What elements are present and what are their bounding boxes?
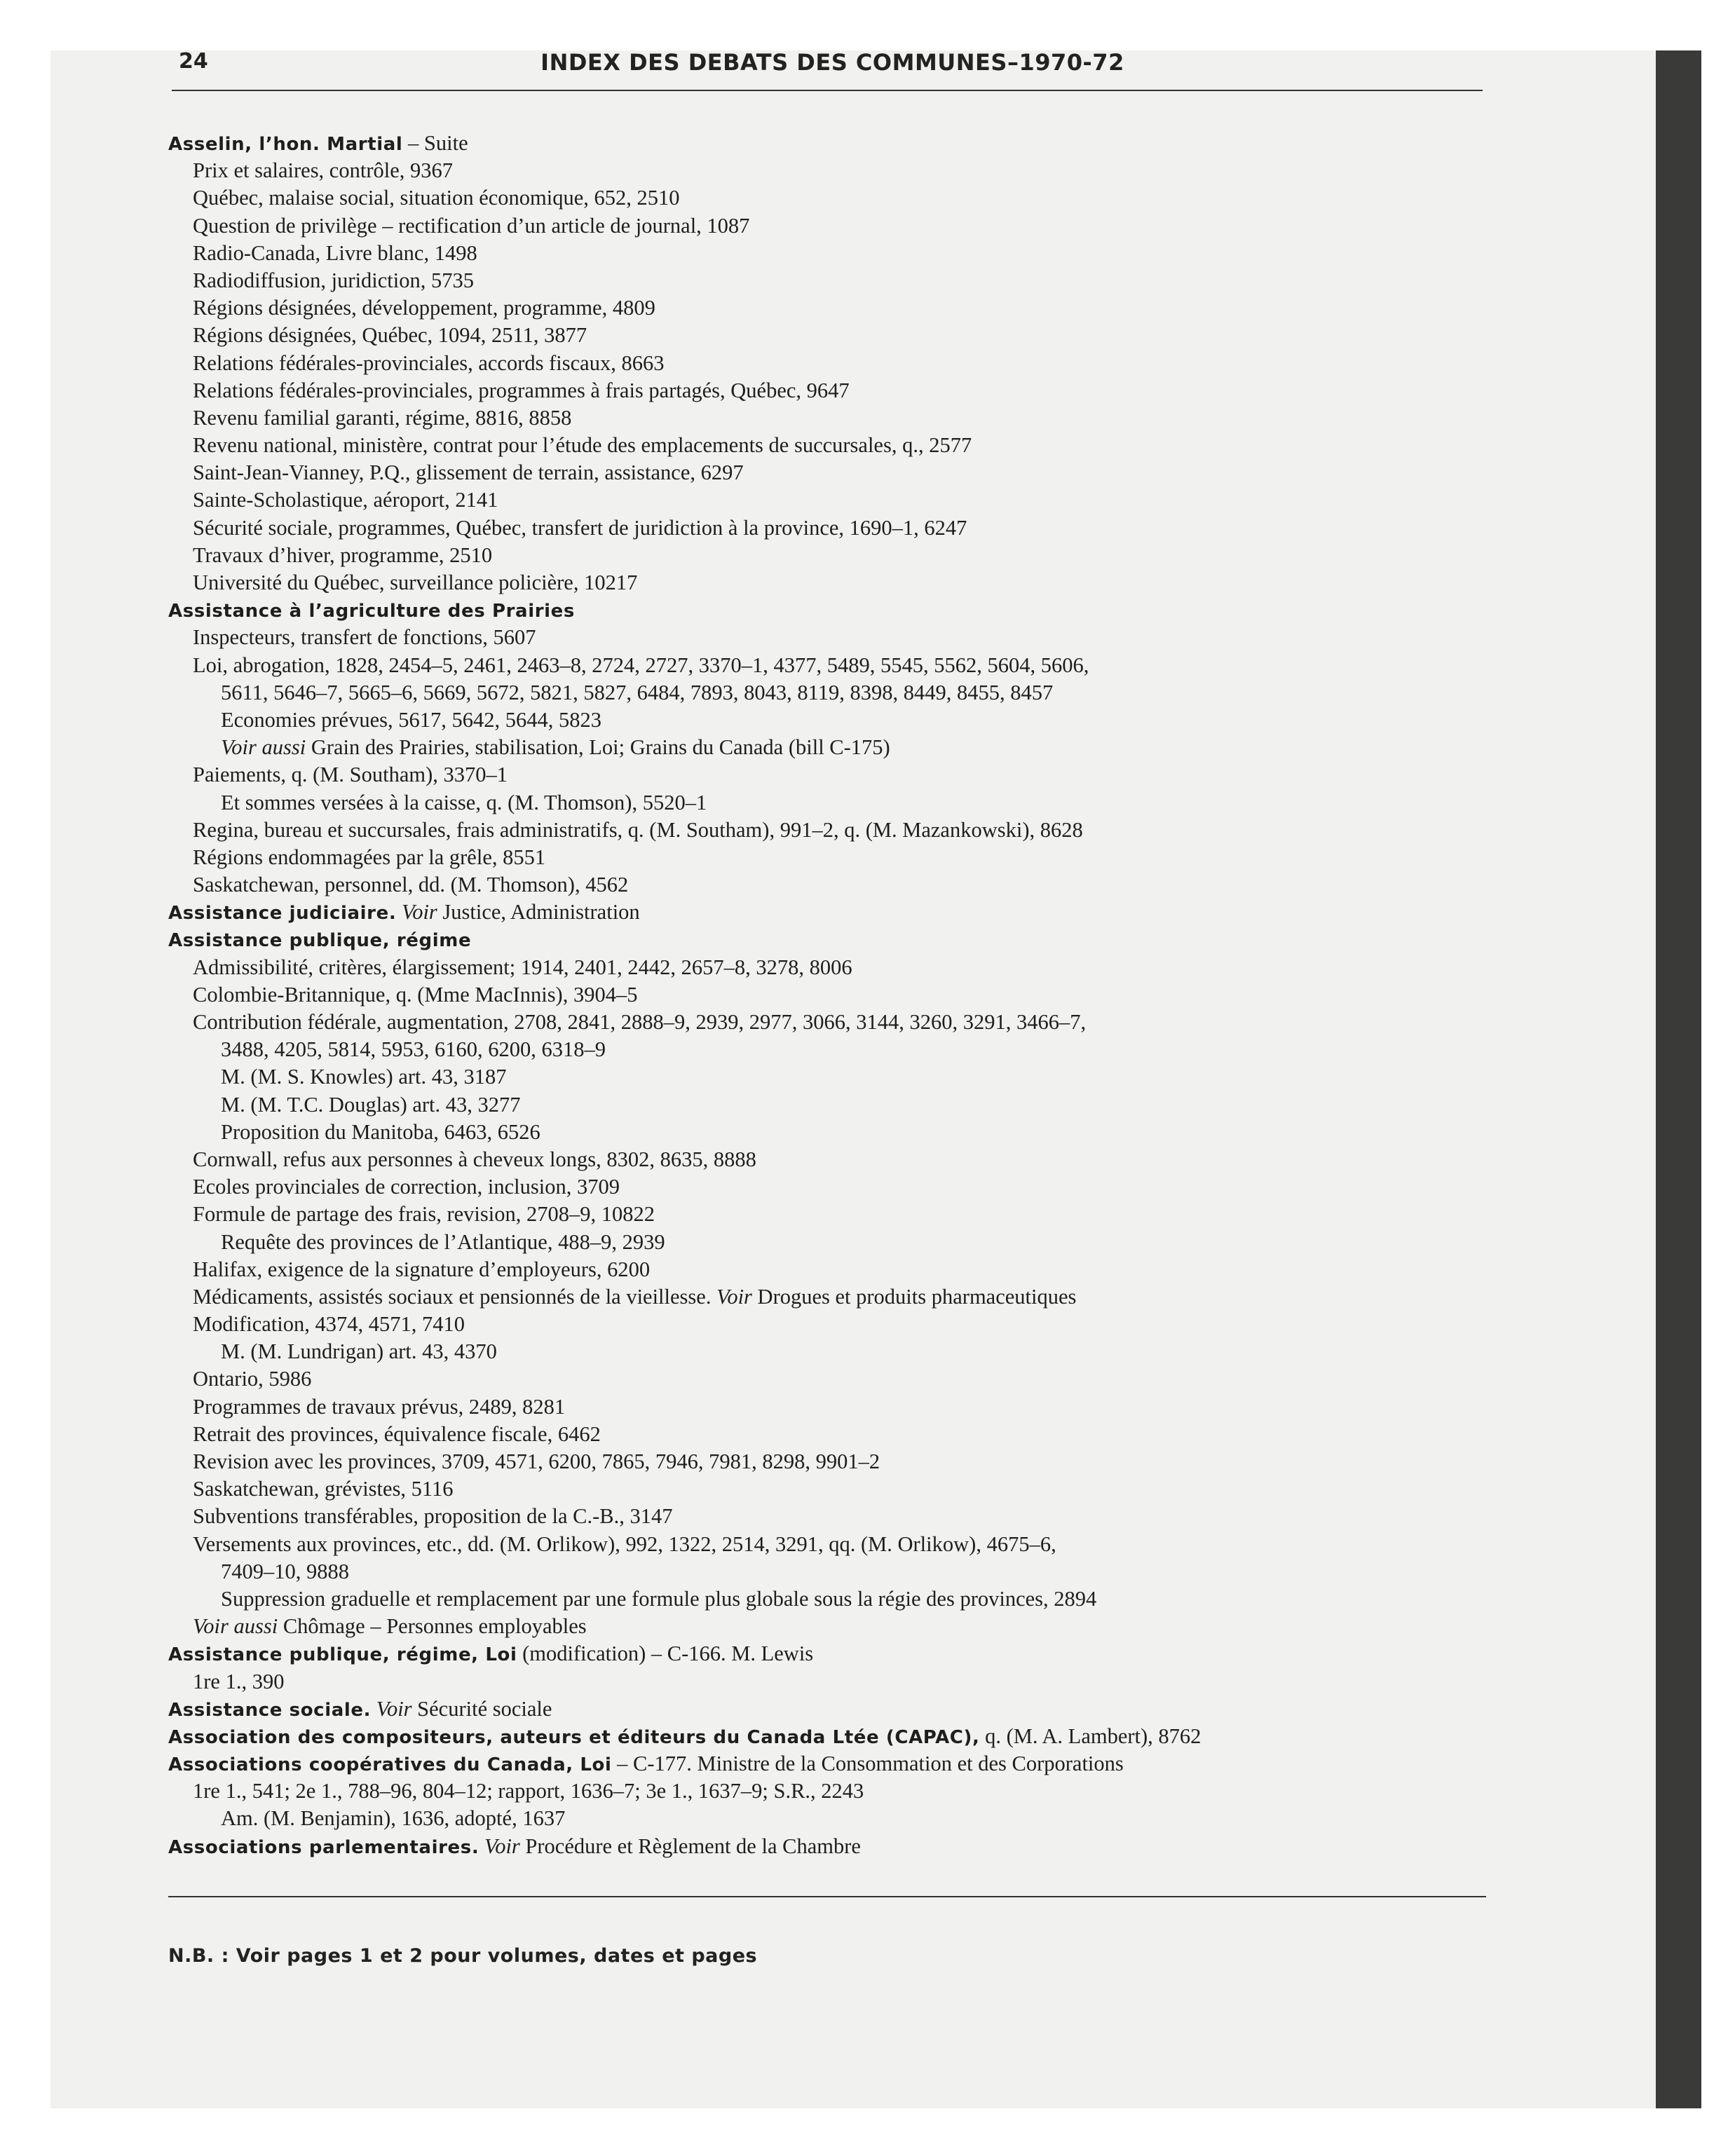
index-subentry-line	[168, 1173, 1486, 1201]
entry-text: Loi, abrogation, 1828, 2454–5, 2461, 2463–8, 2724, 2727, 3370–1, 4377, 5489, 5545, 5562, 5604, 5606,	[193, 653, 1089, 677]
index-heading-line	[168, 1750, 1486, 1778]
entry-text: Question de privilège – rectification d’un article de journal, 1087	[193, 213, 750, 238]
footer-rule	[168, 1896, 1486, 1897]
page-header	[179, 49, 1486, 88]
index-subentry-line	[168, 871, 1486, 899]
entry-bold: Asselin, l’hon. Martial	[168, 134, 403, 155]
index-subentry-line	[168, 514, 1486, 542]
index-heading-line	[168, 1696, 1486, 1723]
entry-text: Versements aux provinces, etc., dd. (M. Orlikow), 992, 1322, 2514, 3291, qq. (M. Orlikow), 4675–6,	[193, 1531, 1056, 1556]
entry-italic: Voir aussi	[193, 1614, 278, 1639]
page-title: INDEX DES DEBATS DES COMMUNES–1970-72	[540, 49, 1124, 76]
entry-text: Cornwall, refus aux personnes à cheveux longs, 8302, 8635, 8888	[193, 1147, 756, 1171]
entry-text: Colombie-Britannique, q. (Mme MacInnis), 3904–5	[193, 982, 638, 1007]
entry-text: Formule de partage des frais, revision, 2708–9, 10822	[193, 1202, 655, 1227]
entry-text: Revision avec les provinces, 3709, 4571, 6200, 7865, 7946, 7981, 8298, 9901–2	[193, 1449, 880, 1473]
index-subentry-line	[168, 294, 1486, 322]
index-subentry-line	[168, 1119, 1486, 1146]
index-subentry-line	[168, 624, 1486, 651]
entry-text: M. (M. S. Knowles) art. 43, 3187	[221, 1065, 507, 1089]
entry-text: Relations fédérales-provinciales, programmes à frais partagés, Québec, 9647	[193, 378, 850, 402]
entry-text: Sécurité sociale, programmes, Québec, transfert de juridiction à la province, 1690–1, 6247	[193, 515, 967, 540]
index-subentry-line	[168, 322, 1486, 349]
entry-text: Ontario, 5986	[193, 1367, 312, 1391]
entry-text: Paiements, q. (M. Southam), 3370–1	[193, 763, 508, 787]
entry-rest: Justice, Administration	[437, 900, 640, 925]
entry-bold: Associations parlementaires.	[168, 1836, 479, 1858]
footer-note: N.B. : Voir pages 1 et 2 pour volumes, dates et pages	[168, 1945, 758, 1967]
entry-italic: Voir	[371, 1696, 412, 1721]
index-subentry-line	[168, 1805, 1486, 1832]
entry-text: Saskatchewan, personnel, dd. (M. Thomson), 4562	[193, 873, 629, 897]
entry-text: Médicaments, assistés sociaux et pensionnés de la vieillesse.	[193, 1284, 712, 1309]
entry-text: Régions endommagées par la grêle, 8551	[193, 845, 546, 869]
index-subentry-line	[168, 1668, 1486, 1696]
entry-rest: (modification) – C-166. M. Lewis	[517, 1642, 814, 1666]
entry-text: Proposition du Manitoba, 6463, 6526	[221, 1119, 540, 1144]
index-subentry-line	[168, 679, 1486, 707]
entry-text: Subventions transférables, proposition de la C.-B., 3147	[193, 1504, 673, 1529]
index-subentry-line	[168, 1558, 1486, 1585]
index-subentry-line	[168, 652, 1486, 679]
index-subentry-line	[168, 404, 1486, 432]
entry-text: Ecoles provinciales de correction, inclusion, 3709	[193, 1175, 620, 1199]
index-subentry-line	[168, 1531, 1486, 1558]
index-subentry-line	[168, 1448, 1486, 1475]
index-subentry-line	[168, 1475, 1486, 1503]
index-subentry-line	[168, 184, 1486, 212]
entry-text: Inspecteurs, transfert de fonctions, 5607	[193, 625, 536, 650]
index-subentry-line	[168, 542, 1486, 569]
entry-text: Regina, bureau et succursales, frais administratifs, q. (M. Southam), 991–2, q. (M. Mazankowski), 8628	[193, 817, 1083, 842]
index-subentry-line	[168, 817, 1486, 844]
entry-rest: – C-177. Ministre de la Consommation et des Corporations	[611, 1752, 1124, 1776]
index-subentry-line	[168, 432, 1486, 459]
index-heading-line	[168, 1640, 1486, 1667]
entry-italic: Voir aussi	[221, 735, 306, 760]
entry-rest: q. (M. A. Lambert), 8762	[979, 1724, 1202, 1748]
index-subentry-line	[168, 1365, 1486, 1393]
index-subentry-line	[168, 157, 1486, 184]
index-subentry-line	[168, 1091, 1486, 1119]
entry-rest: Sécurité sociale	[411, 1696, 552, 1721]
entry-bold: Assistance à l’agriculture des Prairies	[168, 601, 575, 622]
scan-edge-shadow	[1656, 50, 1701, 2108]
index-subentry-line	[168, 1036, 1486, 1063]
index-subentry-line	[168, 377, 1486, 404]
entry-text: Travaux d’hiver, programme, 2510	[193, 543, 493, 567]
entry-bold: Assistance judiciaire.	[168, 903, 397, 925]
index-subentry-line	[168, 1009, 1486, 1036]
entry-text: Radio-Canada, Livre blanc, 1498	[193, 240, 477, 265]
entry-text: M. (M. T.C. Douglas) art. 43, 3277	[221, 1092, 521, 1117]
entry-text: Programmes de travaux prévus, 2489, 8281	[193, 1394, 566, 1419]
index-subentry-line	[168, 954, 1486, 981]
entry-text: Radiodiffusion, juridiction, 5735	[193, 268, 474, 292]
entry-italic: Voir	[711, 1284, 752, 1309]
entry-text: Retrait des provinces, équivalence fiscale, 6462	[193, 1421, 601, 1446]
index-subentry-line	[168, 569, 1486, 596]
index-subentry-line	[168, 1063, 1486, 1091]
index-subentry-line	[168, 1585, 1486, 1613]
index-subentry-line	[168, 1338, 1486, 1365]
entry-text: Et sommes versées à la caisse, q. (M. Thomson), 5520–1	[221, 790, 707, 814]
index-subentry-line	[168, 212, 1486, 240]
index-subentry-line	[168, 1421, 1486, 1448]
index-subentry-line	[168, 459, 1486, 486]
index-subentry-line	[168, 486, 1486, 514]
entry-italic: Voir	[479, 1834, 520, 1858]
header-rule	[172, 90, 1483, 91]
index-subentry-line	[168, 844, 1486, 871]
entry-text: Saint-Jean-Vianney, P.Q., glissement de terrain, assistance, 6297	[193, 460, 744, 485]
entry-bold: Association des compositeurs, auteurs et éditeurs du Canada Ltée (CAPAC),	[168, 1726, 980, 1748]
index-subentry-line	[168, 789, 1486, 817]
index-heading-line	[168, 926, 1486, 953]
index-subentry-line	[168, 761, 1486, 789]
index-subentry-line	[168, 350, 1486, 377]
index-subentry-line	[168, 240, 1486, 267]
index-subentry-line	[168, 1503, 1486, 1530]
entry-text: Requête des provinces de l’Atlantique, 488–9, 2939	[221, 1229, 665, 1254]
index-subentry-line	[168, 981, 1486, 1009]
entry-text: Saskatchewan, grévistes, 5116	[193, 1477, 454, 1501]
entry-rest: Grain des Prairies, stabilisation, Loi; Grains du Canada (bill C-175)	[306, 735, 890, 760]
entry-text: 1re 1., 541; 2e 1., 788–96, 804–12; rapport, 1636–7; 3e 1., 1637–9; S.R., 2243	[193, 1779, 864, 1803]
entry-rest: Chômage – Personnes employables	[278, 1614, 587, 1639]
index-heading-line	[168, 899, 1486, 926]
index-subentry-line	[168, 734, 1486, 761]
index-subentry-line	[168, 1229, 1486, 1256]
entry-text: 7409–10, 9888	[221, 1559, 349, 1583]
entry-text: Economies prévues, 5617, 5642, 5644, 5823	[221, 707, 601, 732]
entry-text: Modification, 4374, 4571, 7410	[193, 1312, 465, 1337]
page-number: 24	[179, 49, 208, 74]
index-subentry-line	[168, 267, 1486, 294]
entry-text: Régions désignées, Québec, 1094, 2511, 3877	[193, 323, 587, 348]
entry-text: Sainte-Scholastique, aéroport, 2141	[193, 488, 498, 512]
entry-text: Suppression graduelle et remplacement par une formule plus globale sous la régie des provinces, 2894	[221, 1586, 1097, 1611]
index-heading-line	[168, 1833, 1486, 1860]
index-entries	[168, 130, 1486, 1860]
entry-bold: Assistance publique, régime	[168, 930, 472, 952]
entry-text: M. (M. Lundrigan) art. 43, 4370	[221, 1339, 497, 1364]
entry-rest: Drogues et produits pharmaceutiques	[751, 1284, 1077, 1309]
entry-rest: – Suite	[402, 131, 468, 155]
entry-text: Admissibilité, critères, élargissement; 1914, 2401, 2442, 2657–8, 3278, 8006	[193, 955, 852, 979]
entry-text: 5611, 5646–7, 5665–6, 5669, 5672, 5821, 5827, 6484, 7893, 8043, 8119, 8398, 8449, 8455, 8457	[221, 680, 1054, 704]
index-subentry-line	[168, 1283, 1486, 1311]
entry-text: 3488, 4205, 5814, 5953, 6160, 6200, 6318–9	[221, 1037, 606, 1062]
index-subentry-line	[168, 1778, 1486, 1805]
index-subentry-line	[168, 1613, 1486, 1640]
entry-text: Relations fédérales-provinciales, accords fiscaux, 8663	[193, 350, 665, 375]
index-subentry-line	[168, 1146, 1486, 1173]
index-subentry-line	[168, 1201, 1486, 1228]
entry-text: Université du Québec, surveillance policière, 10217	[193, 571, 638, 594]
entry-text: Am. (M. Benjamin), 1636, adopté, 1637	[221, 1806, 566, 1831]
index-heading-line	[168, 130, 1486, 157]
entry-text: Régions désignées, développement, programme, 4809	[193, 296, 655, 320]
entry-text: Prix et salaires, contrôle, 9367	[193, 158, 453, 183]
entry-text: Halifax, exigence de la signature d’employeurs, 6200	[193, 1257, 651, 1281]
entry-rest: Procédure et Règlement de la Chambre	[519, 1834, 861, 1858]
entry-text: 1re 1., 390	[193, 1669, 285, 1693]
entry-text: Contribution fédérale, augmentation, 2708, 2841, 2888–9, 2939, 2977, 3066, 3144, 3260, 3291, 3466–7,	[193, 1010, 1087, 1034]
index-subentry-line	[168, 1256, 1486, 1283]
index-subentry-line	[168, 1393, 1486, 1421]
index-subentry-line	[168, 1311, 1486, 1338]
index-subentry-line	[168, 707, 1486, 734]
entry-bold: Assistance sociale.	[168, 1699, 372, 1721]
index-heading-line	[168, 596, 1486, 624]
entry-text: Revenu familial garanti, régime, 8816, 8858	[193, 405, 572, 430]
entry-italic: Voir	[396, 900, 437, 925]
entry-text: Québec, malaise social, situation économique, 652, 2510	[193, 186, 680, 210]
entry-text: Revenu national, ministère, contrat pour l’étude des emplacements de succursales, q., 2577	[193, 433, 972, 458]
entry-bold: Assistance publique, régime, Loi	[168, 1644, 517, 1666]
entry-bold: Associations coopératives du Canada, Loi	[168, 1754, 612, 1776]
index-heading-line	[168, 1723, 1486, 1750]
